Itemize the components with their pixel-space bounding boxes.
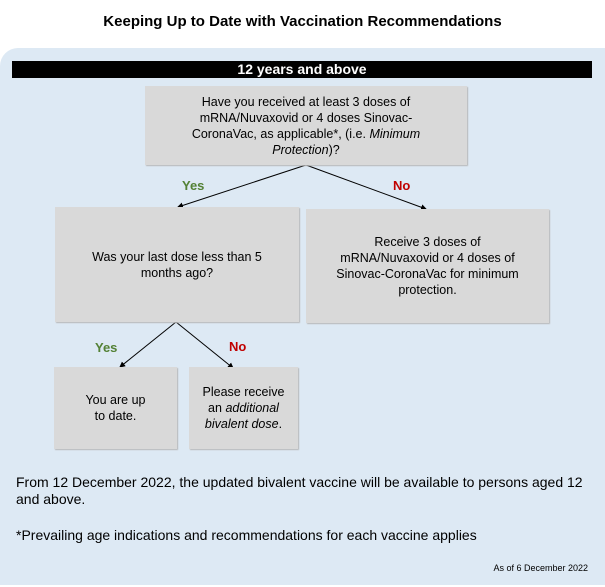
q2-text: Was your last dose less than 5 months ago? bbox=[92, 249, 262, 280]
q2-yes-label: Yes bbox=[95, 340, 118, 355]
action-minimum-protection bbox=[306, 209, 549, 323]
q1-text-italic: Minimum Protection bbox=[272, 126, 421, 157]
q1-text-start: Have you received at least 3 doses of mRNA/Nuvaxovid or 4 doses Sinovac-CoronaVac, as applicable*, (i.e. bbox=[191, 94, 413, 141]
q1-yes-label: Yes bbox=[182, 178, 205, 193]
result-up-to-date bbox=[54, 367, 177, 449]
q2-no-label: No bbox=[229, 339, 247, 354]
age-band-header: 12 years and above bbox=[12, 61, 592, 78]
q2-yes-arrow bbox=[120, 322, 176, 367]
age-footnote: *Prevailing age indications and recommendations for each vaccine applies bbox=[16, 527, 477, 543]
bivalent-text-end: . bbox=[278, 417, 283, 431]
q1-text-end: )? bbox=[328, 142, 340, 157]
q2-no-arrow bbox=[176, 322, 233, 368]
bivalent-availability-note: From 12 December 2022, the updated bivalent vaccine will be available to persons aged 12 and above. bbox=[16, 474, 583, 507]
q1-no-label: No bbox=[393, 178, 411, 193]
action-bivalent-dose bbox=[189, 367, 298, 449]
page-title: Keeping Up to Date with Vaccination Recommendations bbox=[103, 13, 502, 30]
question-last-dose bbox=[55, 207, 299, 322]
as-of-date: As of 6 December 2022 bbox=[493, 563, 588, 573]
question-minimum-protection bbox=[145, 86, 467, 165]
min-protection-text: Receive 3 doses of mRNA/Nuvaxovid or 4 doses of Sinovac-CoronaVac for minimum protection. bbox=[336, 235, 519, 297]
bivalent-text-start: Please receive an bbox=[202, 385, 285, 415]
up-to-date-text: You are up to date. bbox=[85, 393, 146, 423]
bivalent-text-italic: additional bivalent dose bbox=[204, 401, 279, 431]
